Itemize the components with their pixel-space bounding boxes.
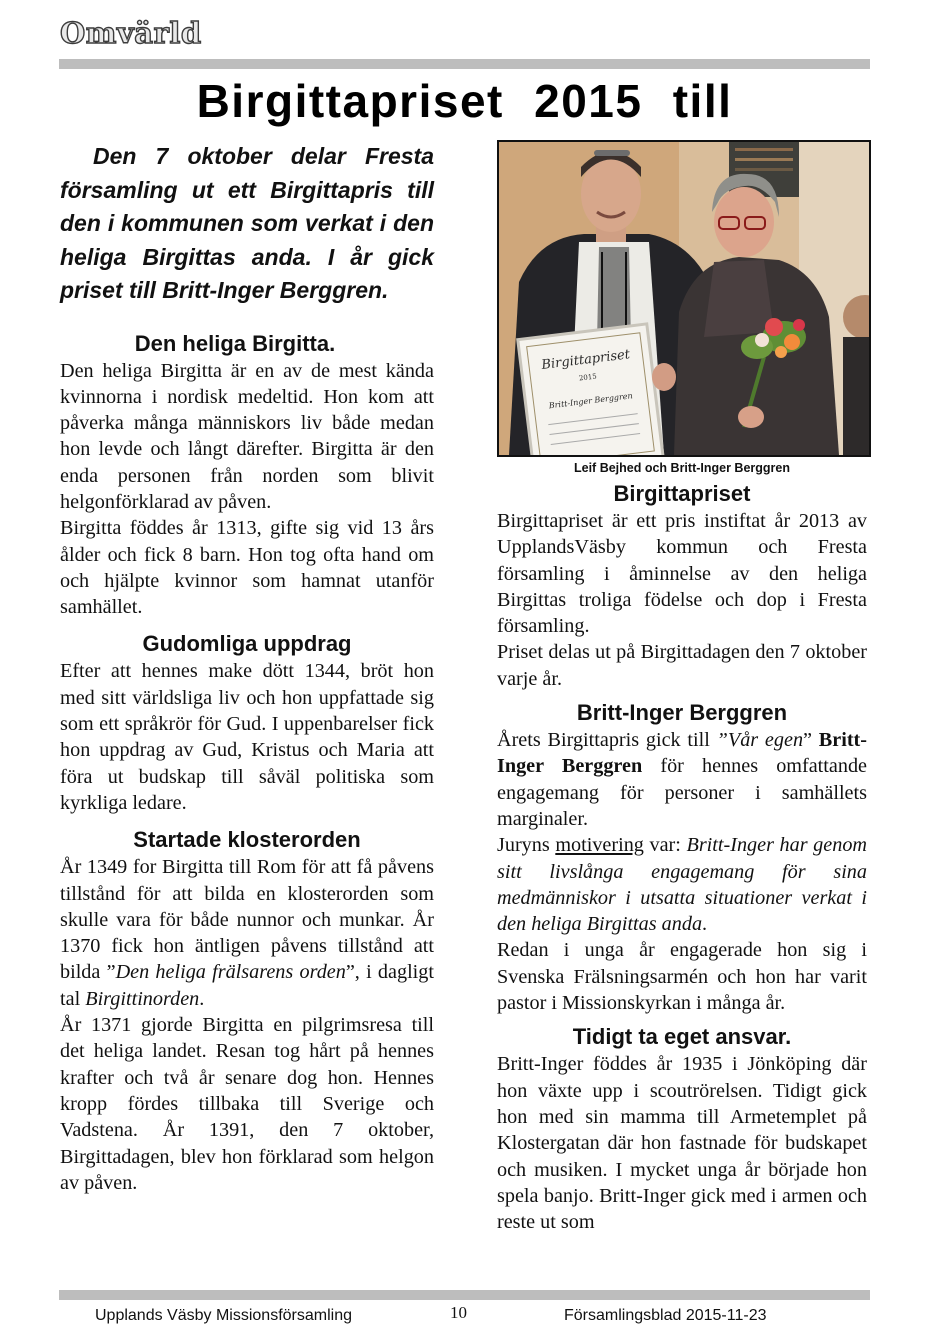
paragraph-uppdrag: Efter att hennes make dött 1344, bröt hon med sitt världsliga liv och hon uppfattade sig som ett språkrör för Gud. I uppenbarelser fick hon uppdrag av Gud, Kristus och Maria att föra ut budskap till såväl politiska som kyrkliga ledare. (60, 660, 434, 814)
headline: Birgittapriset 2015 till (196, 75, 733, 127)
bottom-rule (59, 1290, 870, 1300)
heading-startade-klosterorden: Startade klosterorden (133, 827, 361, 853)
paragraph-priset-intro: Birgittapriset är ett pris instiftat år 2013 av UpplandsVäsby kommun och Fresta församling i åminnelse av den heliga Birgittas troliga födelse och dop i Fresta församling. (497, 510, 867, 638)
footer-page-number: 10 (450, 1303, 467, 1322)
heading-den-heliga-birgitta: Den heliga Birgitta. (134, 330, 336, 356)
paragraph-arets-pris: Årets Birgittapris gick till ”Vår egen” Britt-Inger Berggren för hennes omfattande engagemang för personer i samhällets marginaler. (497, 729, 867, 830)
paragraph-juryns-motivering: Juryns motivering var: Britt-Inger har genom sitt livslånga engagemang för sina medmänniskor i utsatta situationer verkat i den heliga Birgittas anda. (497, 834, 867, 936)
left-column (60, 140, 434, 1196)
paragraph-klosterorden: År 1349 for Birgitta till Rom för att få påvens tillstånd för att bilda en klosterorden som skulle vara för både nunnor och munkar. År 1370 fick hon äntligen påvens tillstånd att bilda ”Den heliga frälsarens orden”, i dagligt tal Birgittinorden. (60, 856, 434, 1010)
diploma-name: Britt-Inger Berggren (548, 391, 634, 411)
page-footer (0, 1305, 941, 1331)
heading-britt-inger-berggren: Britt-Inger Berggren (576, 700, 788, 726)
right-column (497, 140, 867, 1235)
section-label: Omvärld (60, 16, 202, 50)
footer-publisher: Upplands Väsby Missionsförsamling (95, 1307, 352, 1324)
paragraph-birgitta-intro: Den heliga Birgitta är en av de mest kända kvinnorna i nordisk medeltid. Hon kom att påverka många människors liv både medan hon levde och långt därefter. Birgitta är den enda personen från norden som blivit helgonförklarad av påven. (60, 359, 434, 513)
paragraph-jonkoping: Britt-Inger föddes år 1935 i Jönköping där hon växte upp i scoutrörelsen. Tidigt gick hon med sin mamma till Armetemplet på Klostergatan där hon fastnade för budskapet och musiken. I mycket unga år började hon spela banjo. Britt-Inger gick med i armen och reste ut som (497, 1053, 867, 1234)
heading-birgittapriset: Birgittapriset (613, 481, 751, 506)
diploma-title: Birgittapriset (540, 347, 631, 373)
heading-tidigt-ta-eget-ansvar: Tidigt ta eget ansvar. (572, 1024, 792, 1050)
paragraph-unga-ar: Redan i unga år engagerade hon sig i Svenska Frälsningsarmén och hon har varit pastor i Missionskyrkan i många år. (497, 939, 867, 1015)
photo-caption: Leif Bejhed och Britt-Inger Berggren (574, 461, 790, 475)
diploma-year: 2015 (578, 372, 598, 383)
paragraph-pilgrimsresa: År 1371 gjorde Birgitta en pilgrimsresa till det heliga landet. Resan tog hårt på hennes krafter och två år senare dog hon. Hennes kropp fördes tillbaka till Sverige och Vadstena. År 1391, den 7 oktober, Birgittadagen, blev hon förklarad som helgon av påven. (60, 1014, 434, 1194)
paragraph-priset-delas: Priset delas ut på Birgittadagen den 7 oktober varje år. (497, 641, 867, 690)
award-photo (497, 140, 871, 457)
footer-issue: Församlingsblad 2015-11-23 (564, 1307, 767, 1324)
lead-paragraph: Den 7 oktober delar Fresta församling ut ett Birgittapris till den i kommunen som verkat i den heliga Birgittas anda. I år gick priset till Britt-Inger Berggren. (60, 143, 434, 303)
top-rule (59, 59, 870, 69)
heading-gudomliga-uppdrag: Gudomliga uppdrag (142, 631, 352, 657)
paragraph-birgitta-born: Birgitta föddes år 1313, gifte sig vid 13 års ålder och fick 8 barn. Hon tog ofta hand om och hjälpte kvinnor som hamnat utanför samhället. (60, 517, 434, 619)
